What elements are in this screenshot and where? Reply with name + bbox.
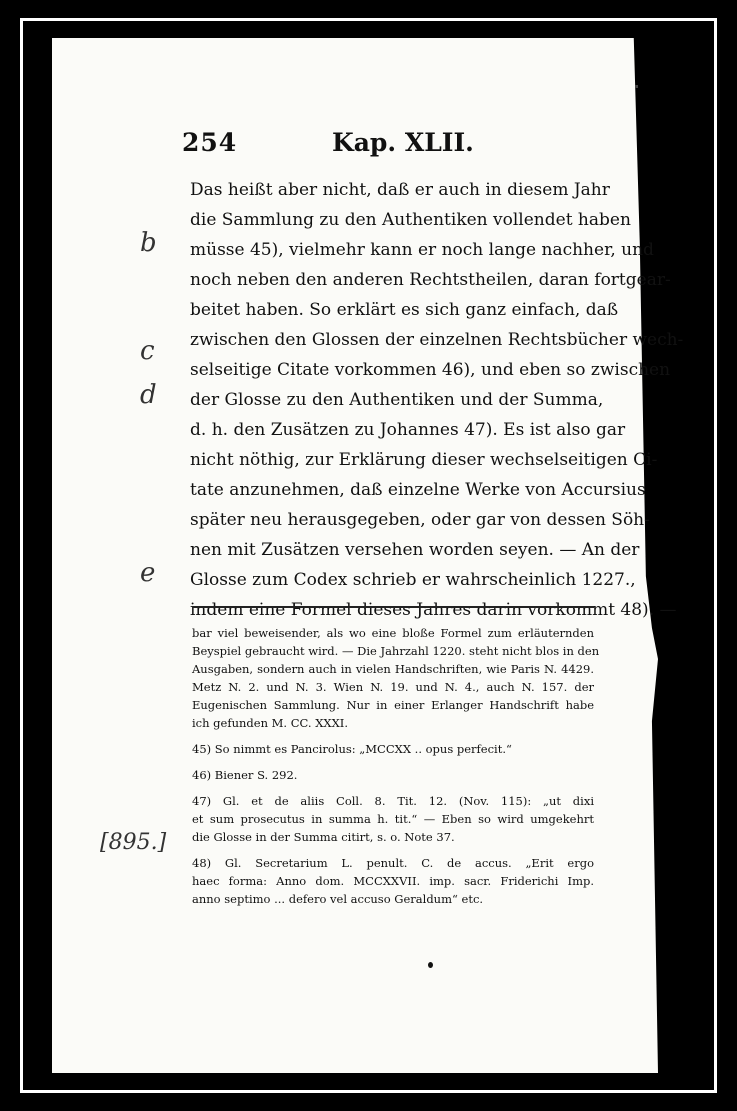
text-line: nicht nöthig, zur Erklärung dieser wechselseitigen Ci- [190,450,658,470]
text-line: d. h. den Zusätzen zu Johannes 47). Es ist also gar [190,420,626,440]
margin-note: [895.] [100,830,167,855]
footnote-line: 48) Gl. Secretarium L. penult. C. de accus. „Erit ergo [192,856,594,870]
text-line: indem eine Formel dieses Jahres darin vorkommt 48). — [190,600,677,620]
footnote-line: Metz N. 2. und N. 3. Wien N. 19. und N. 4., auch N. 157. der [192,680,594,694]
footnote-47 [192,792,594,846]
margin-note: c [140,336,155,366]
footnote-line: die Glosse in der Summa citirt, s. o. Note 37. [192,830,455,844]
margin-note: e [140,558,156,588]
text-line: die Sammlung zu den Authentiken vollendet haben [190,210,631,230]
footnote-line: anno septimo ... defero vel accuso Geraldum“ etc. [192,892,484,906]
footnote-line: Ausgaben, sondern auch in vielen Handschriften, wie Paris N. 4429. [192,662,594,676]
text-line: beitet haben. So erklärt es sich ganz einfach, daß [190,300,619,320]
footnote-line: 45) So nimmt es Pancirolus: „MCCXX .. opus perfecit.“ [192,742,512,756]
footnote-line: et sum prosecutus in summa h. tit.“ — Eben so wird umgekehrt [192,812,594,826]
page-number: 254 [182,128,238,157]
footnote-line: bar viel beweisender, als wo eine bloße Formel zum erläuternden [192,626,594,640]
footnote-45 [192,740,594,758]
ink-dot [428,962,433,968]
text-line: Das heißt aber nicht, daß er auch in diesem Jahr [190,180,610,200]
chapter-heading: Kap. XLII. [332,128,474,157]
footnote-line: ich gefunden M. CC. XXXI. [192,716,348,730]
footnote-line: haec forma: Anno dom. MCCXXVII. imp. sacr. Friderichi Imp. [192,874,594,888]
text-line: tate anzunehmen, daß einzelne Werke von Accursius [190,480,646,500]
text-line: selseitige Citate vorkommen 46), und eben so zwischen [190,360,671,380]
footnote-divider [192,606,594,608]
text-line: zwischen den Glossen der einzelnen Rechtsbücher wech- [190,330,684,350]
text-line: noch neben den anderen Rechtstheilen, daran fortgear- [190,270,671,290]
text-line: müsse 45), vielmehr kann er noch lange nachher, und [190,240,654,260]
main-text [190,175,684,625]
footnote-continuation [192,624,600,732]
text-line: später neu herausgegeben, oder gar von dessen Söh- [190,510,650,530]
page-header [182,128,502,164]
footnote-line: Beyspiel gebraucht wird. — Die Jahrzahl 1220. steht nicht blos in den [192,644,600,658]
text-line: nen mit Zusätzen versehen worden seyen. — An der [190,540,640,560]
text-line: Glosse zum Codex schrieb er wahrscheinlich 1227., [190,570,636,590]
footnote-46 [192,766,594,784]
text-line: der Glosse zu den Authentiken und der Summa, [190,390,604,410]
footnote-line: 47) Gl. et de aliis Coll. 8. Tit. 12. (Nov. 115): „ut dixi [192,794,594,808]
ink-speck [635,85,638,88]
footnotes-section [192,624,600,908]
footnote-line: Eugenischen Sammlung. Nur in einer Erlanger Handschrift habe [192,698,594,712]
margin-note: b [140,228,157,258]
margin-note: d [140,380,157,410]
footnote-line: 46) Biener S. 292. [192,768,298,782]
footnote-48 [192,854,594,908]
